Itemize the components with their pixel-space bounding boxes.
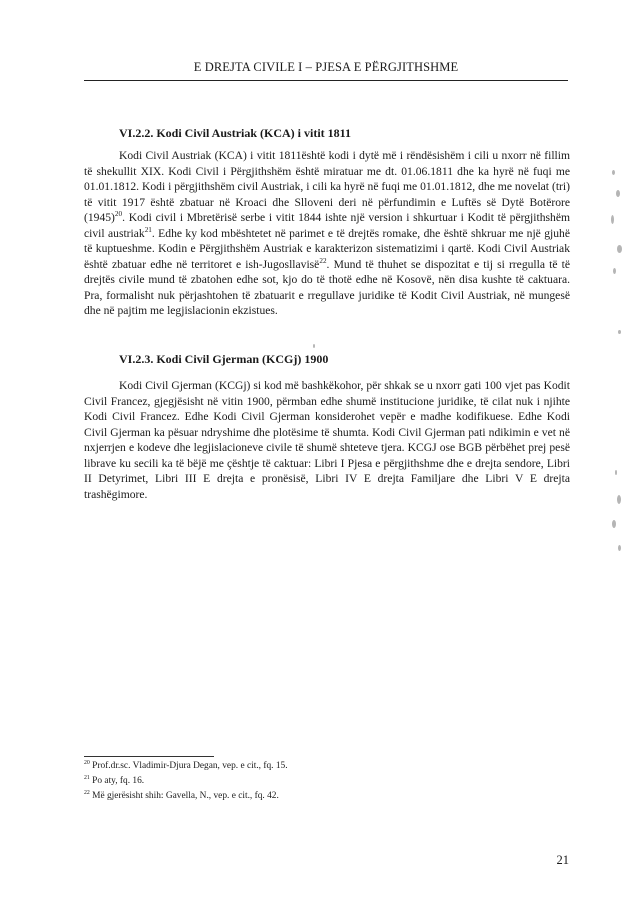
- footnote-item: [84, 759, 484, 774]
- scan-speck: [617, 245, 622, 253]
- section-heading-german-code: VI.2.3. Kodi Civil Gjerman (KCGj) 1900: [119, 352, 329, 366]
- paragraph-text: . Edhe ky kod mbështetet në parimet e të drejtës romake, dhe është shkruar me një gjuhë të kuptueshme. Kodin e Përgjithshëm Austriak e karakterizon sistematizimi i qartë. Kodi Civil Austriak është zbatuar edhe në territoret e ish-Jugosllavisë: [84, 226, 570, 271]
- footnote-ref[interactable]: 20: [114, 210, 123, 219]
- scan-speck: [618, 545, 621, 551]
- footnote-ref[interactable]: 22: [319, 256, 327, 265]
- scan-speck: [612, 170, 615, 175]
- paragraph-text: . Kodi civil i Mbretërisë serbe i vitit 1844 ishte një version i shkurtuar i Kodit të përgjithshëm civil austriak: [84, 211, 570, 240]
- footnote-text: Po aty, fq. 16.: [92, 776, 145, 786]
- section-heading-austrian-code: VI.2.2. Kodi Civil Austriak (KCA) i vitit 1811: [119, 126, 352, 140]
- scan-speck: [611, 215, 614, 224]
- footnote-text: Prof.dr.sc. Vladimir-Djura Degan, vep. e cit., fq. 15.: [92, 761, 288, 771]
- footnote-item: [84, 774, 484, 789]
- scan-speck: [618, 330, 621, 334]
- footnote-text: Më gjerësisht shih: Gavella, N., vep. e cit., fq. 42.: [92, 791, 279, 801]
- scan-speck: [617, 495, 621, 504]
- scan-speck: [615, 470, 617, 475]
- paragraph-austrian-code: [84, 148, 570, 319]
- running-header: E DREJTA CIVILE I – PJESA E PËRGJITHSHME: [193, 60, 459, 74]
- footnote-number: 22: [84, 789, 90, 796]
- scan-speck: [616, 190, 620, 197]
- scan-speck: [612, 520, 616, 528]
- footnote-number: 20: [84, 759, 90, 766]
- scan-speck: [613, 268, 616, 274]
- scan-speck: [313, 344, 315, 348]
- footnote-ref[interactable]: 21: [144, 225, 152, 234]
- header-rule: [84, 80, 568, 81]
- footnote-item: [84, 789, 484, 804]
- footnote-number: 21: [84, 774, 90, 781]
- page-number: 21: [556, 853, 569, 867]
- paragraph-text: Kodi Civil Austriak (KCA) i vitit 1811është kodi i dytë më i rëndësishëm i cili u nxorr në fillim të shekullit XIX. Kodi Civil i Përgjithshëm është miratuar me dt. 01.06.1811 dhe ka hyrë në fuqi me 01.01.1812. Kodi i përgjithshëm civil Austriak, i cili ka hyrë në fuqi me 01.01.1812, dhe me novelat (tri) të vitit 1917 është zbatuar në Kroaci dhe Slloveni deri në përfundimin e Luftës së Dytë Botërore (1945): [84, 149, 570, 225]
- footnote-separator: [84, 756, 214, 757]
- paragraph-text: . Mund të thuhet se dispozitat e tij si rregulla të të drejtës civile mund të zbatohen edhe sot, kjo do të thotë edhe në Kosovë, nën disa kushte të caktuara. Pra, formalisht nuk përjashtohen të zbatuarit e rregullave juridike të Kodit Civil Austriak, në mungesë dhe në pajtim me legjislacionin ekzistues.: [84, 257, 570, 318]
- footnotes-list: [84, 759, 484, 804]
- paragraph-german-code: Kodi Civil Gjerman (KCGj) si kod më bashkëkohor, për shkak se u nxorr gati 100 vjet pas Kodit Civil Francez, gjegjësisht në vitin 1900, përmban edhe shumë institucione juridike, të cilat nuk i njihte Kodi Civil Francez. Edhe Kodi Civil Gjerman konsiderohet vepër e madhe kodifikuese. Edhe Kodi Civil Gjerman ka pësuar ndryshime dhe plotësime të shumta. Kodi Civil Gjerman pati ndikimin e vet në nxjerrjen e kodeve dhe legjislacioneve civile të shumë shteteve tjera. KCGJ ose BGB përbëhet prej pesë librave ku secili ka të bëjë me çështje të caktuar: Libri I Pjesa e përgjithshme dhe e drejta sendore, Libri II Detyrimet, Libri III E drejta e pronësisë, Libri IV E drejta Familjare dhe Libri V E drejta trashëgimore.: [84, 379, 570, 501]
